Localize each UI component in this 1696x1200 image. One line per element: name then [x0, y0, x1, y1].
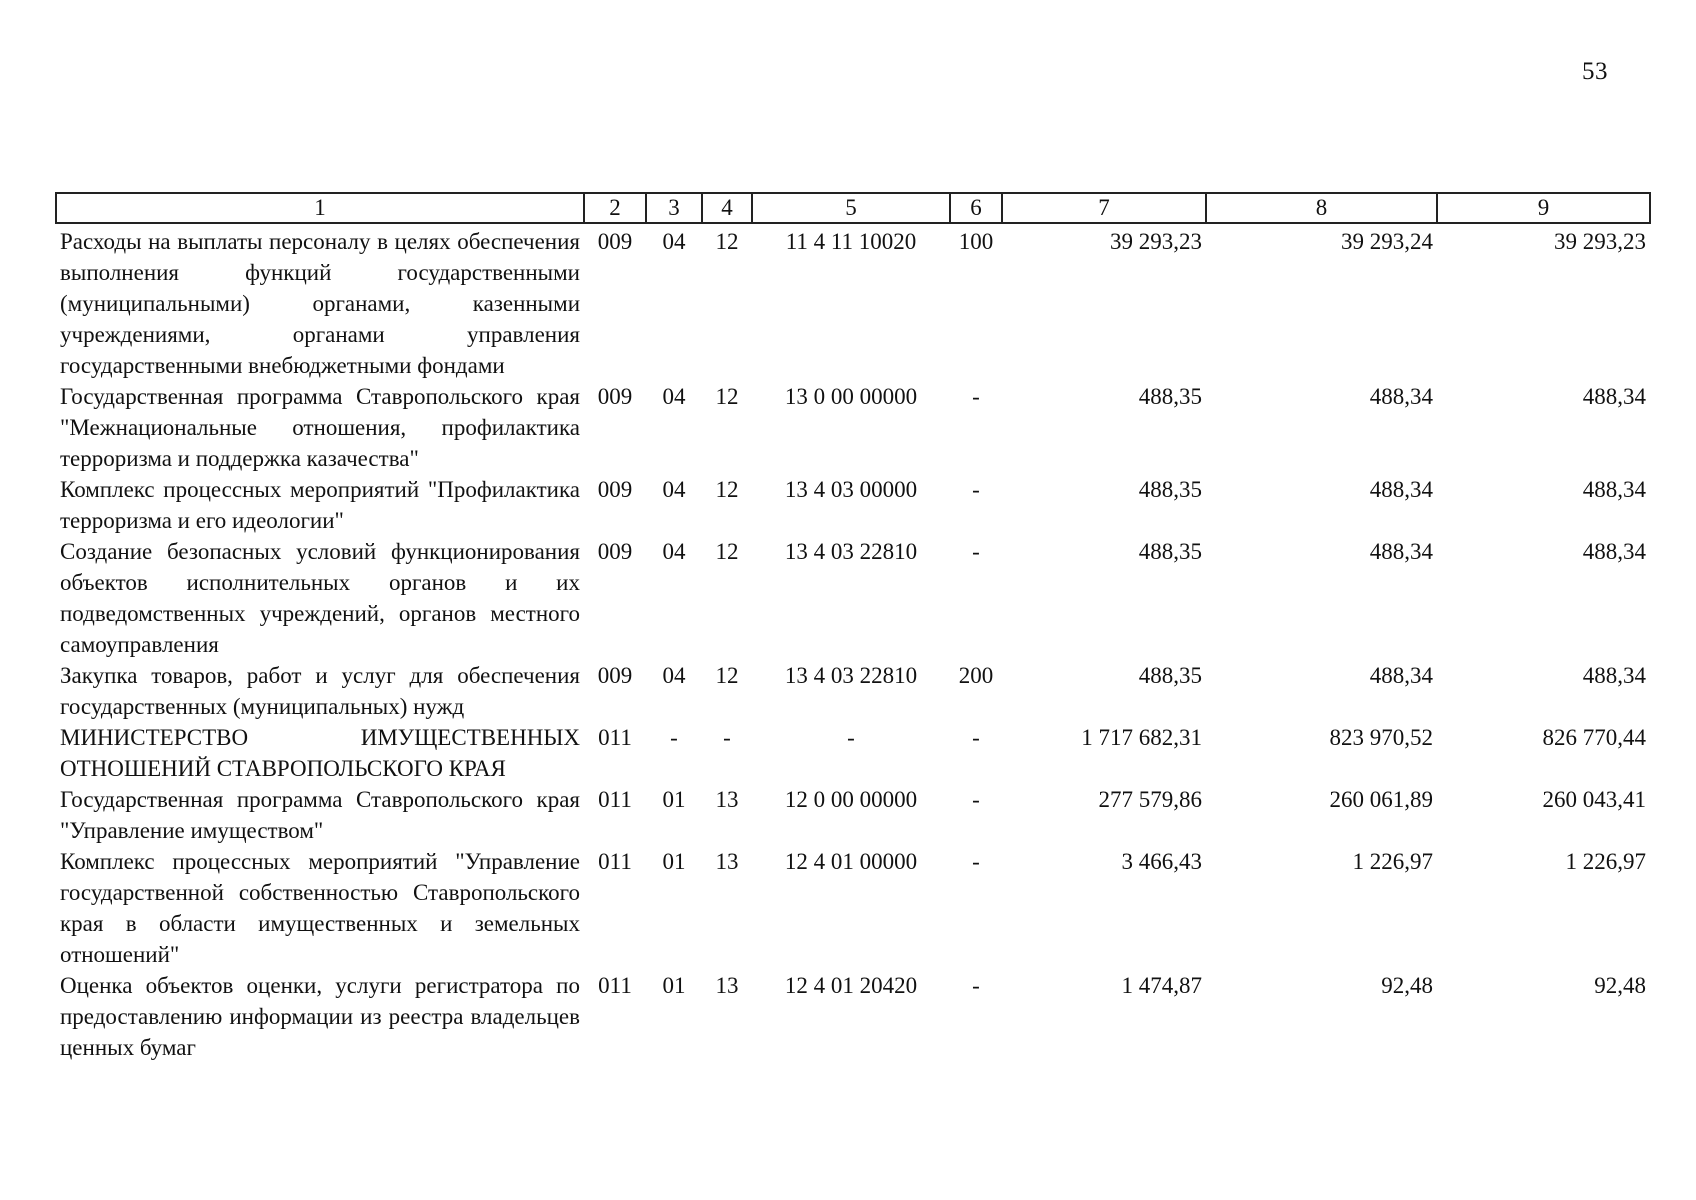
- row-target-article: 12 4 01 20420: [784, 973, 918, 998]
- row-sum-3: 488,34: [1582, 663, 1646, 688]
- row-target-article: 12 0 00 00000: [784, 787, 918, 812]
- page-number: 53: [1582, 58, 1608, 85]
- row-expense-type: 200: [958, 663, 994, 688]
- row-sum-1: 488,35: [1138, 663, 1202, 688]
- row-expense-type: -: [972, 973, 980, 998]
- row-section: 04: [662, 539, 686, 564]
- row-target-article: -: [847, 725, 855, 750]
- row-sum-2: 260 061,89: [1329, 787, 1433, 812]
- row-subsection: 12: [715, 384, 739, 409]
- row-expense-type: -: [972, 787, 980, 812]
- row-sum-2: 92,48: [1381, 973, 1433, 998]
- row-section: 04: [662, 229, 686, 254]
- row-grbs: 009: [597, 477, 633, 502]
- row-grbs: 011: [598, 973, 632, 998]
- table-row: [56, 784, 1650, 846]
- row-sum-1: 3 466,43: [1121, 849, 1202, 874]
- row-section: 04: [662, 477, 686, 502]
- row-grbs: 011: [598, 787, 632, 812]
- table-row: [56, 223, 1650, 381]
- row-expense-type: -: [972, 725, 980, 750]
- header-col-1: 1: [56, 193, 584, 223]
- budget-table: [55, 192, 1651, 1063]
- table-row: [56, 970, 1650, 1063]
- row-sum-3: 39 293,23: [1554, 229, 1646, 254]
- header-col-2: 2: [584, 193, 646, 223]
- row-sum-2: 488,34: [1369, 384, 1433, 409]
- row-grbs: 011: [598, 849, 632, 874]
- table-row: [56, 536, 1650, 660]
- row-sum-1: 277 579,86: [1098, 787, 1202, 812]
- row-sum-3: 1 226,97: [1565, 849, 1646, 874]
- row-sum-1: 488,35: [1138, 539, 1202, 564]
- row-sum-2: 488,34: [1369, 663, 1433, 688]
- header-col-4: 4: [702, 193, 752, 223]
- row-expense-type: -: [972, 849, 980, 874]
- row-sum-1: 1 474,87: [1121, 973, 1202, 998]
- row-subsection: 13: [715, 849, 739, 874]
- row-sum-1: 1 717 682,31: [1081, 725, 1202, 750]
- row-subsection: 12: [715, 539, 739, 564]
- row-sum-2: 823 970,52: [1329, 725, 1433, 750]
- row-grbs: 009: [597, 229, 633, 254]
- table-header-row: [56, 193, 1650, 223]
- row-section: 01: [662, 973, 686, 998]
- row-expense-type: -: [972, 539, 980, 564]
- row-name: МИНИСТЕРСТВО ИМУЩЕСТВЕННЫХ ОТНОШЕНИЙ СТАВРОПОЛЬСКОГО КРАЯ: [60, 725, 580, 781]
- row-grbs: 009: [597, 663, 633, 688]
- row-name: Комплекс процессных мероприятий "Профилактика терроризма и его идеологии": [60, 477, 580, 533]
- row-sum-1: 488,35: [1138, 477, 1202, 502]
- header-col-3: 3: [646, 193, 702, 223]
- row-sum-2: 39 293,24: [1341, 229, 1433, 254]
- table-row: [56, 474, 1650, 536]
- row-subsection: -: [723, 725, 731, 750]
- row-subsection: 12: [715, 477, 739, 502]
- header-col-6: 6: [950, 193, 1002, 223]
- row-sum-3: 488,34: [1582, 477, 1646, 502]
- table-row: [56, 660, 1650, 722]
- row-name: Комплекс процессных мероприятий "Управление государственной собственностью Ставропольского края в области имущественных и земельных отношений": [60, 849, 580, 967]
- row-section: 04: [662, 384, 686, 409]
- table-row: [56, 381, 1650, 474]
- row-subsection: 12: [715, 663, 739, 688]
- row-name: Государственная программа Ставропольского края "Межнациональные отношения, профилактика терроризма и поддержка казачества": [60, 384, 580, 471]
- row-grbs: 009: [597, 539, 633, 564]
- row-name: Расходы на выплаты персоналу в целях обеспечения выполнения функций государственными (муниципальными) органами, казенными учреждениями, органами управления государственными внебюджетными фондами: [60, 229, 580, 378]
- row-sum-3: 488,34: [1582, 384, 1646, 409]
- table-row: [56, 846, 1650, 970]
- row-target-article: 13 4 03 22810: [784, 539, 918, 564]
- row-target-article: 13 0 00 00000: [784, 384, 918, 409]
- row-expense-type: -: [972, 477, 980, 502]
- row-sum-1: 39 293,23: [1110, 229, 1202, 254]
- row-target-article: 13 4 03 00000: [784, 477, 918, 502]
- row-sum-3: 260 043,41: [1542, 787, 1646, 812]
- row-name: Закупка товаров, работ и услуг для обеспечения государственных (муниципальных) нужд: [60, 663, 580, 719]
- row-section: 04: [662, 663, 686, 688]
- header-col-9: 9: [1437, 193, 1650, 223]
- row-sum-2: 1 226,97: [1352, 849, 1433, 874]
- header-col-7: 7: [1002, 193, 1206, 223]
- header-col-5: 5: [752, 193, 950, 223]
- row-section: 01: [662, 787, 686, 812]
- row-subsection: 12: [715, 229, 739, 254]
- row-grbs: 011: [598, 725, 632, 750]
- row-sum-2: 488,34: [1369, 477, 1433, 502]
- row-subsection: 13: [715, 973, 739, 998]
- row-section: 01: [662, 849, 686, 874]
- row-sum-3: 488,34: [1582, 539, 1646, 564]
- row-sum-3: 826 770,44: [1542, 725, 1646, 750]
- row-target-article: 12 4 01 00000: [784, 849, 918, 874]
- header-col-8: 8: [1206, 193, 1437, 223]
- row-sum-3: 92,48: [1594, 973, 1646, 998]
- row-target-article: 11 4 11 10020: [785, 229, 917, 254]
- row-sum-1: 488,35: [1138, 384, 1202, 409]
- row-name: Государственная программа Ставропольского края "Управление имуществом": [60, 787, 580, 843]
- row-target-article: 13 4 03 22810: [784, 663, 918, 688]
- row-expense-type: -: [972, 384, 980, 409]
- row-sum-2: 488,34: [1369, 539, 1433, 564]
- row-section: -: [670, 725, 678, 750]
- row-name: Создание безопасных условий функционирования объектов исполнительных органов и их подведомственных учреждений, органов местного самоуправления: [60, 539, 580, 657]
- row-expense-type: 100: [958, 229, 994, 254]
- table-row: [56, 722, 1650, 784]
- row-subsection: 13: [715, 787, 739, 812]
- row-name: Оценка объектов оценки, услуги регистратора по предоставлению информации из реестра владельцев ценных бумаг: [60, 973, 580, 1060]
- row-grbs: 009: [597, 384, 633, 409]
